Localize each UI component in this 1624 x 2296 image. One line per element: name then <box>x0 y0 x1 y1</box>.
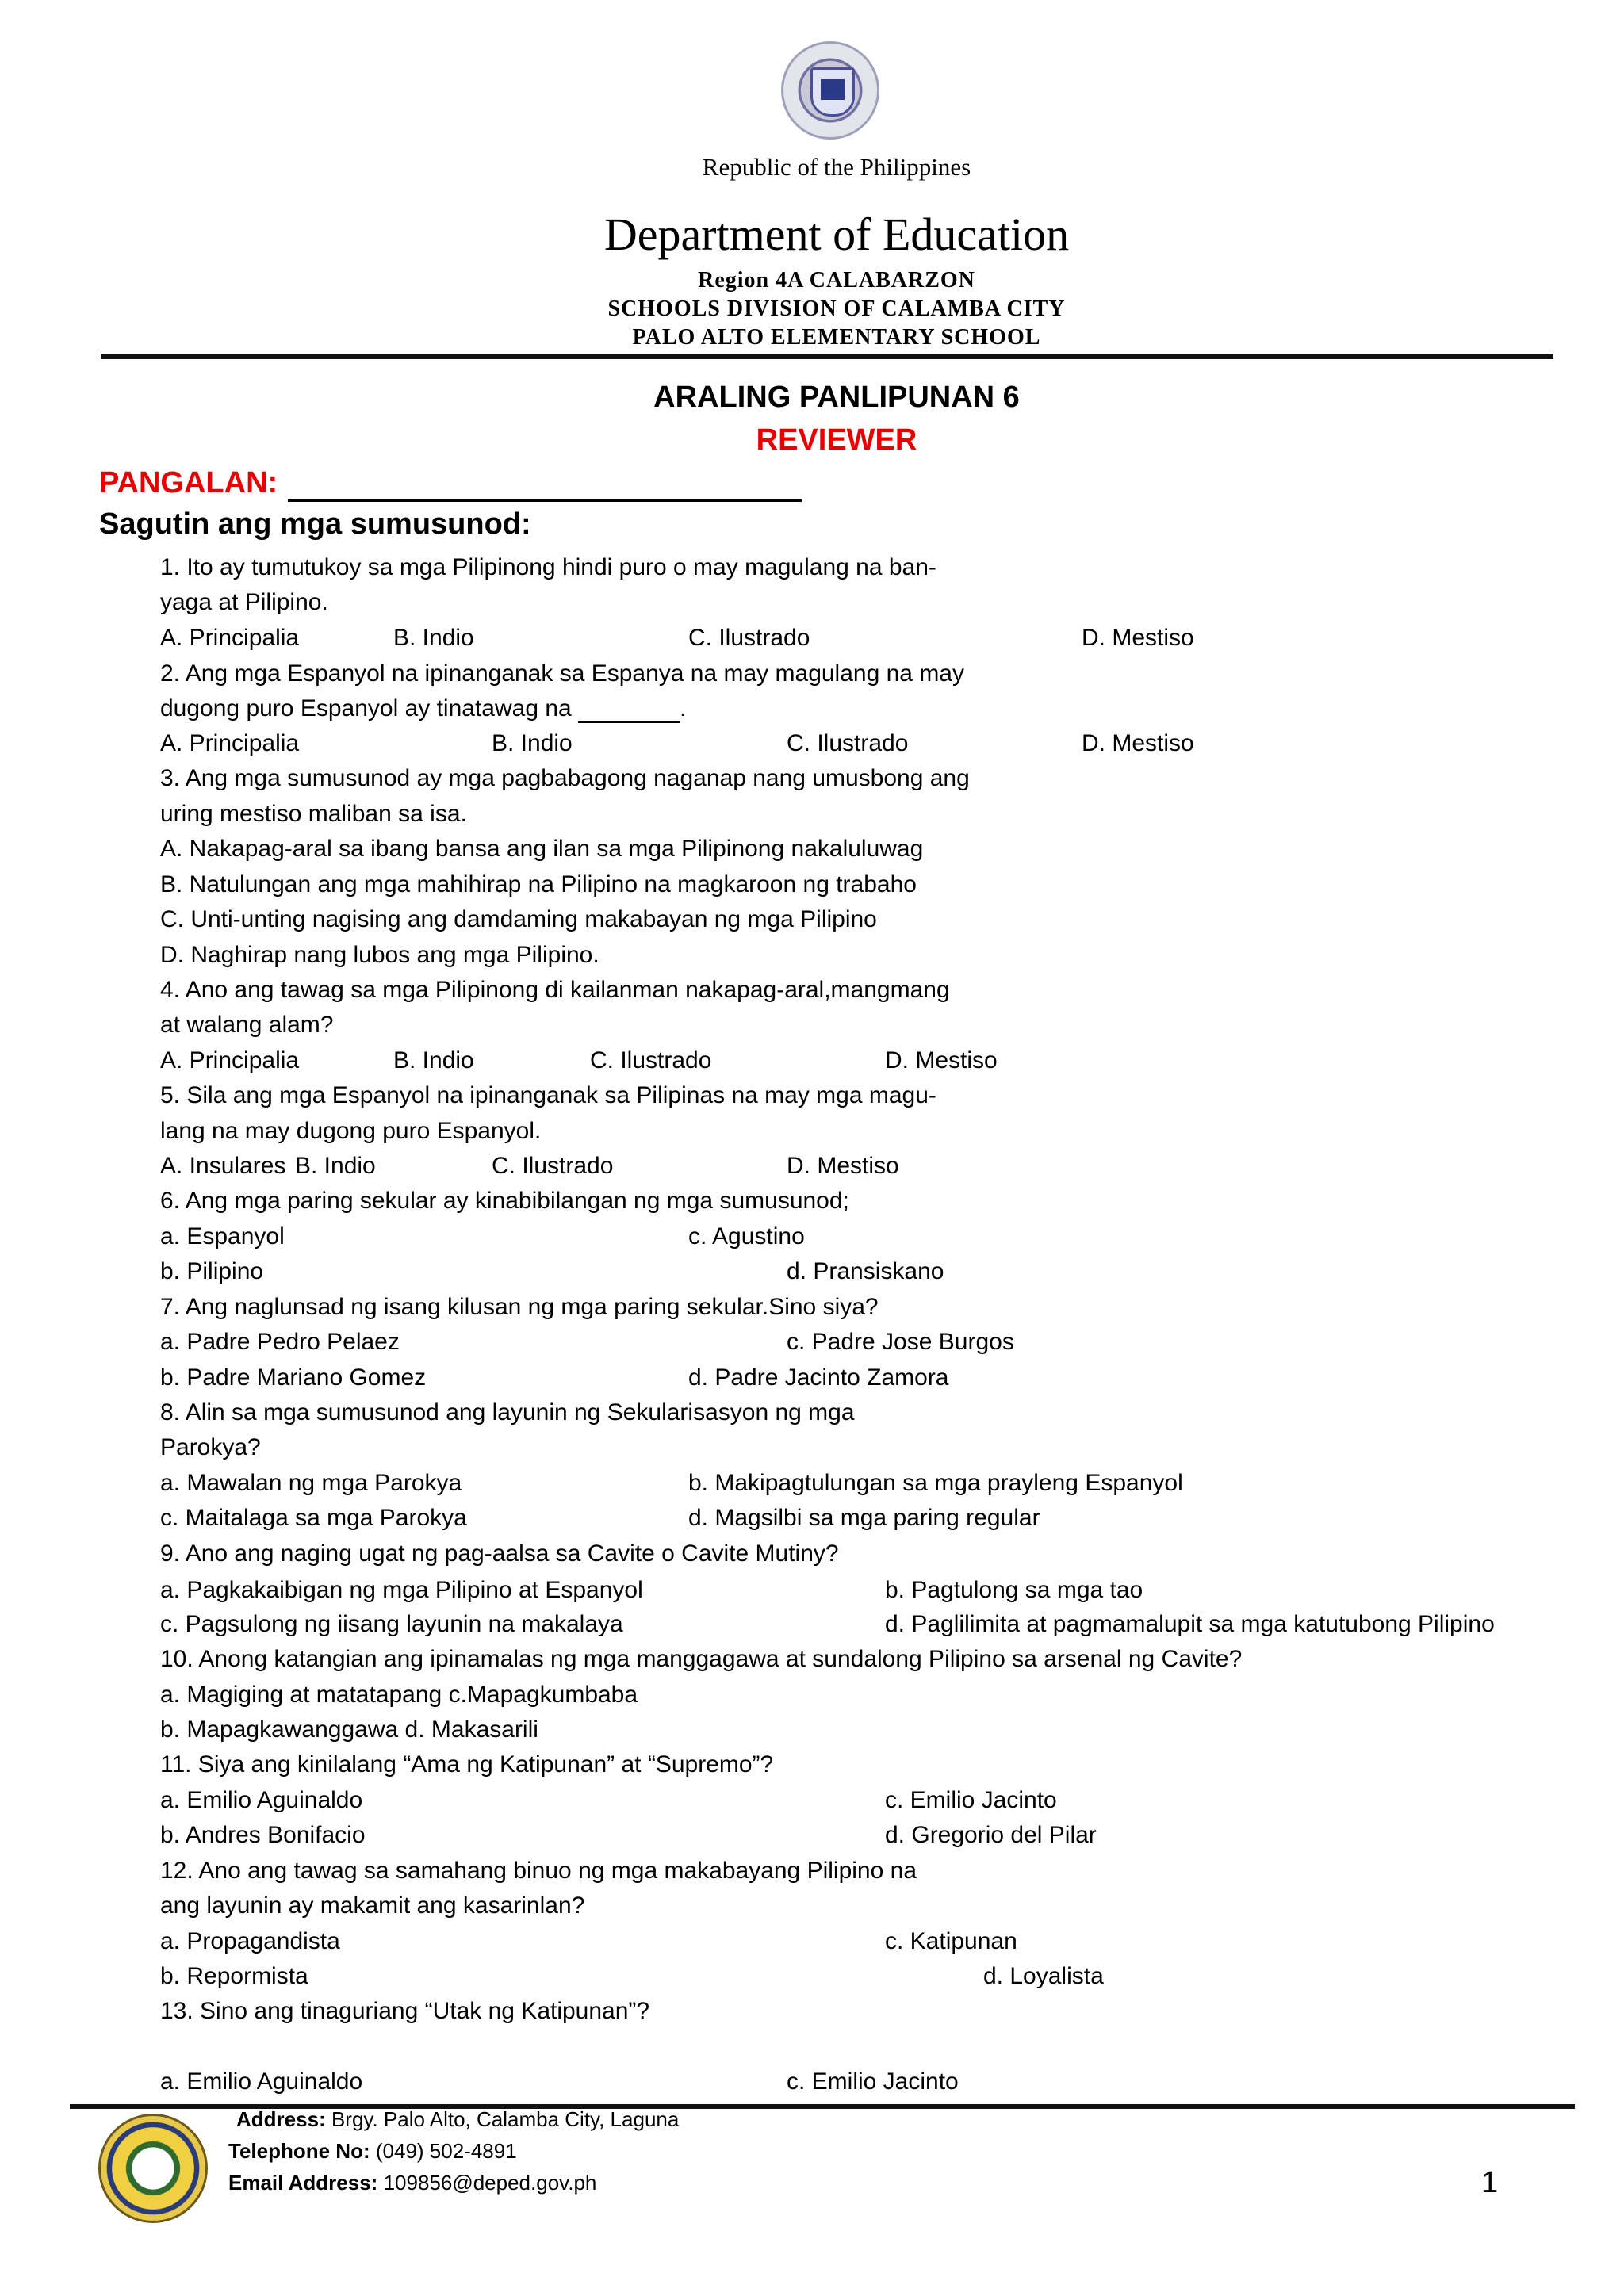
q12-choice-a: a. Propagandista <box>160 1928 340 1954</box>
question-9-text: 9. Ano ang naging ugat ng pag-aalsa sa Cavite o Cavite Mutiny? <box>160 1540 839 1567</box>
q5-choice-a: A. Insulares <box>160 1153 286 1179</box>
question-12-text-cont: ang layunin ay makamit ang kasarinlan? <box>160 1892 585 1919</box>
name-label: PANGALAN: <box>99 466 278 499</box>
deped-seal-logo <box>781 41 879 140</box>
footer-address: Address: Brgy. Palo Alto, Calamba City, Laguna <box>236 2107 680 2131</box>
question-13-text: 13. Sino ang tinaguriang “Utak ng Katipunan”? <box>160 1998 650 2024</box>
q3-choice-c: C. Unti-unting nagising ang damdaming makabayan ng mga Pilipino <box>160 906 877 932</box>
q11-choice-a: a. Emilio Aguinaldo <box>160 1787 363 1813</box>
q8-choice-a: a. Mawalan ng mga Parokya <box>160 1470 462 1496</box>
question-4-text: 4. Ano ang tawag sa mga Pilipinong di kailanman nakapag-aral,mangmang <box>160 977 950 1003</box>
q9-choice-b: b. Pagtulong sa mga tao <box>885 1577 1143 1603</box>
q8-choice-b: b. Makipagtulungan sa mga prayleng Espanyol <box>688 1470 1183 1496</box>
q9-choice-a: a. Pagkakaibigan ng mga Pilipino at Espanyol <box>160 1577 643 1603</box>
q10-choices-a-c: a. Magiging at matatapang c.Mapagkumbaba <box>160 1682 638 1708</box>
q13-choice-a: a. Emilio Aguinaldo <box>160 2068 363 2095</box>
q2-choice-d: D. Mestiso <box>1082 730 1194 756</box>
question-1-text: 1. Ito ay tumutukoy sa mga Pilipinong hindi puro o may magulang na ban- <box>160 554 936 580</box>
q7-choice-b: b. Padre Mariano Gomez <box>160 1364 427 1391</box>
q2-choice-b: B. Indio <box>492 730 573 756</box>
q6-choice-d: d. Pransiskano <box>787 1258 944 1284</box>
footer-email: Email Address: 109856@deped.gov.ph <box>228 2171 597 2195</box>
question-3-text-cont: uring mestiso maliban sa isa. <box>160 801 467 827</box>
question-8-text: 8. Alin sa mga sumusunod ang layunin ng Sekularisasyon ng mga <box>160 1399 855 1425</box>
q1-choice-d: D. Mestiso <box>1082 625 1194 651</box>
q9-choice-c: c. Pagsulong ng iisang layunin na makalaya <box>160 1611 623 1637</box>
q8-choice-d: d. Magsilbi sa mga paring regular <box>688 1505 1040 1531</box>
q6-choice-b: b. Pilipino <box>160 1258 264 1284</box>
q4-choice-b: B. Indio <box>393 1047 474 1073</box>
region-text: Region 4A CALABARZON <box>698 268 975 293</box>
question-7-text: 7. Ang naglunsad ng isang kilusan ng mga paring sekular.Sino siya? <box>160 1294 879 1320</box>
q11-choice-c: c. Emilio Jacinto <box>885 1787 1057 1813</box>
q4-choice-d: D. Mestiso <box>885 1047 998 1073</box>
q3-choice-a: A. Nakapag-aral sa ibang bansa ang ilan sa mga Pilipinong nakaluluwag <box>160 836 924 862</box>
question-4-text-cont: at walang alam? <box>160 1012 334 1038</box>
page-number: 1 <box>1481 2166 1499 2199</box>
republic-text: Republic of the Philippines <box>702 153 971 181</box>
question-12-text: 12. Ano ang tawag sa samahang binuo ng mga makabayang Pilipino na <box>160 1858 917 1884</box>
q11-choice-d: d. Gregorio del Pilar <box>885 1822 1097 1848</box>
question-2-text: 2. Ang mga Espanyol na ipinanganak sa Espanya na may magulang na may <box>160 660 964 687</box>
q2-choice-c: C. Ilustrado <box>787 730 909 756</box>
header-divider <box>101 354 1553 359</box>
question-3-text: 3. Ang mga sumusunod ay mga pagbabagong naganap nang umusbong ang <box>160 765 970 791</box>
division-text: SCHOOLS DIVISION OF CALAMBA CITY <box>607 297 1066 321</box>
department-title: Department of Education <box>603 209 1070 260</box>
q2-choice-a: A. Principalia <box>160 730 300 756</box>
q7-choice-a: a. Padre Pedro Pelaez <box>160 1329 400 1355</box>
instruction-text: Sagutin ang mga sumusunod: <box>99 507 531 541</box>
school-text: PALO ALTO ELEMENTARY SCHOOL <box>632 325 1041 350</box>
question-1-text-cont: yaga at Pilipino. <box>160 589 328 615</box>
name-blank-line[interactable] <box>288 499 802 502</box>
q1-choice-c: C. Ilustrado <box>688 625 810 651</box>
q13-choice-c: c. Emilio Jacinto <box>787 2068 959 2095</box>
q4-choice-c: C. Ilustrado <box>590 1047 712 1073</box>
q1-choice-b: B. Indio <box>393 625 474 651</box>
q6-choice-a: a. Espanyol <box>160 1223 285 1249</box>
q7-choice-c: c. Padre Jose Burgos <box>787 1329 1014 1355</box>
q5-choice-d: D. Mestiso <box>787 1153 899 1179</box>
q8-choice-c: c. Maitalaga sa mga Parokya <box>160 1505 467 1531</box>
q1-choice-a: A. Principalia <box>160 625 300 651</box>
question-8-text-cont: Parokya? <box>160 1434 261 1460</box>
q4-choice-a: A. Principalia <box>160 1047 300 1073</box>
question-5-text-cont: lang na may dugong puro Espanyol. <box>160 1118 542 1144</box>
q12-choice-d: d. Loyalista <box>983 1963 1104 1989</box>
answer-blank[interactable] <box>578 702 680 723</box>
q3-choice-b: B. Natulungan ang mga mahihirap na Pilipino na magkaroon ng trabaho <box>160 871 917 897</box>
footer-telephone: Telephone No: (049) 502-4891 <box>228 2139 517 2163</box>
page-title: ARALING PANLIPUNAN 6 <box>653 381 1020 414</box>
q11-choice-b: b. Andres Bonifacio <box>160 1822 366 1848</box>
question-6-text: 6. Ang mga paring sekular ay kinabibilangan ng mga sumusunod; <box>160 1188 849 1214</box>
q5-choice-b: B. Indio <box>295 1153 376 1179</box>
question-11-text: 11. Siya ang kinilalang “Ama ng Katipunan” at “Supremo”? <box>160 1751 774 1777</box>
q12-choice-c: c. Katipunan <box>885 1928 1017 1954</box>
question-2-text-cont: dugong puro Espanyol ay tinatawag na . <box>160 695 687 721</box>
question-10-text: 10. Anong katangian ang ipinamalas ng mga manggagawa at sundalong Pilipino sa arsenal ng Cavite? <box>160 1646 1243 1672</box>
q9-choice-d: d. Paglilimita at pagmamalupit sa mga katutubong Pilipino <box>885 1611 1495 1637</box>
q6-choice-c: c. Agustino <box>688 1223 805 1249</box>
q3-choice-d: D. Naghirap nang lubos ang mga Pilipino. <box>160 942 599 968</box>
q5-choice-c: C. Ilustrado <box>492 1153 614 1179</box>
q7-choice-d: d. Padre Jacinto Zamora <box>688 1364 949 1391</box>
q12-choice-b: b. Repormista <box>160 1963 308 1989</box>
page-subtitle: REVIEWER <box>756 423 917 457</box>
q10-choices-b-d: b. Mapagkawanggawa d. Makasarili <box>160 1716 538 1743</box>
school-seal-logo <box>98 2114 208 2223</box>
question-5-text: 5. Sila ang mga Espanyol na ipinanganak sa Pilipinas na may mga magu- <box>160 1082 936 1108</box>
